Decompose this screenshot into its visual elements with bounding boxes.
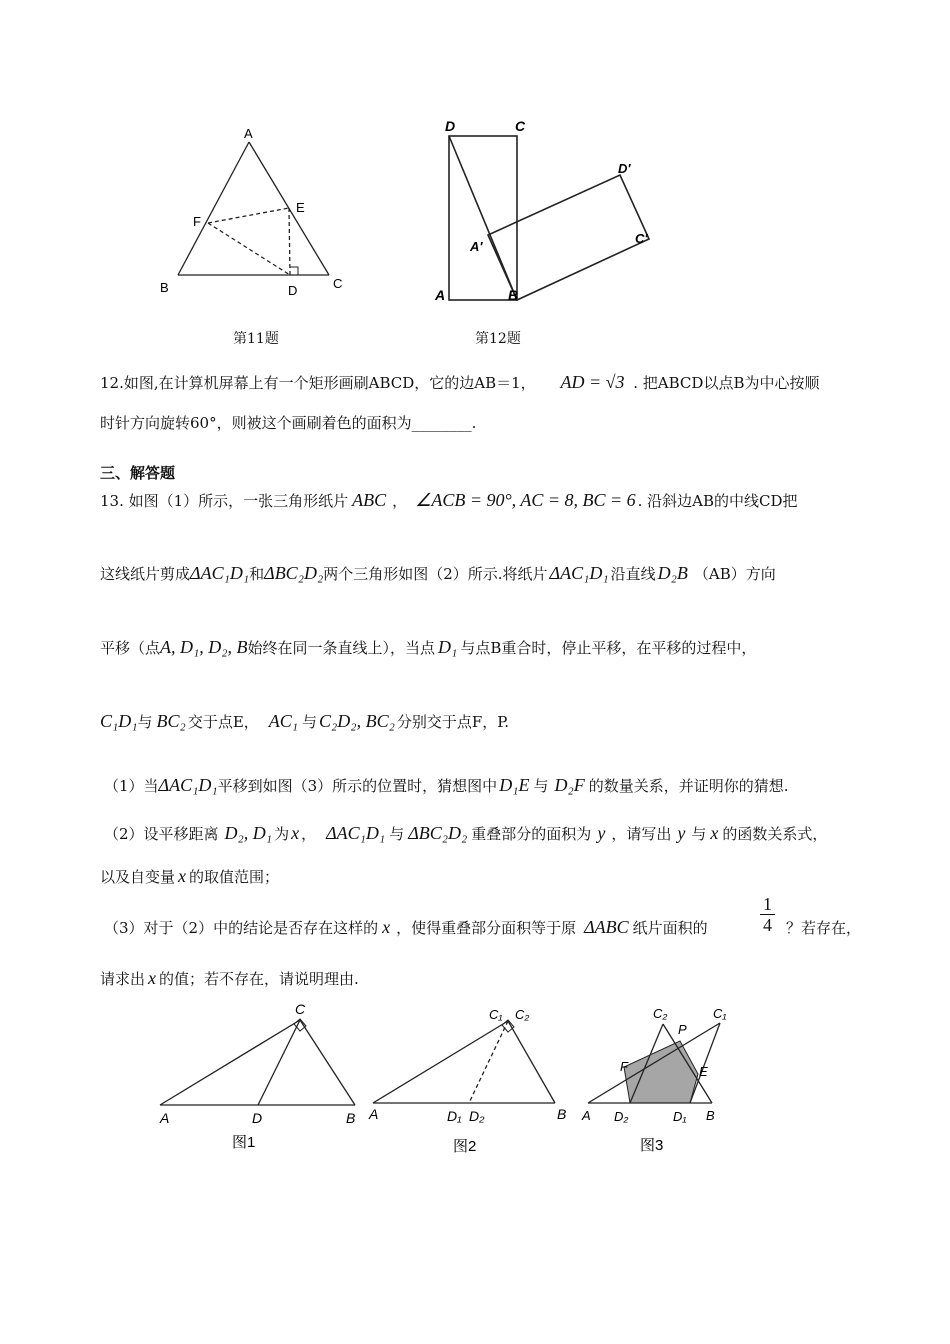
fig11-label-B: B [160, 280, 169, 295]
q13-part3-line2: 请求出 x 的值；若不存在，请说明理由. [100, 968, 359, 988]
q12-line2: 时针方向旋转60°，则被这个画刷着色的面积为________. [100, 414, 477, 432]
fig13-3-label-D2: D₂ [614, 1109, 629, 1124]
fig11-label-D: D [288, 283, 298, 298]
q13-line2: 这线纸片剪成ΔAC₁D₁和ΔBC₂D₂两个三角形如图（2）所示.将纸片 ΔAC₁D₁ 沿直线 D₂B （AB）方向 [100, 563, 776, 583]
fig13-3-label-A: A [582, 1108, 591, 1123]
fig11-label-F: F [193, 214, 201, 229]
fig13-2-label-D2: D₂ [469, 1108, 485, 1124]
fig12-label-Dprime: D′ [618, 161, 631, 176]
q12-formula: AD = √3 [560, 372, 625, 392]
q13-part3-end: ？若存在， [786, 919, 862, 937]
fig11-label-C: C [333, 276, 343, 291]
section-title: 三、解答题 [100, 464, 176, 482]
fig13-3-label-B: B [706, 1108, 715, 1123]
fig13-2-caption: 图2 [453, 1138, 477, 1155]
q13-part3-fraction: $\frac{1}{4}$ [760, 894, 775, 935]
fig13-3-label-P: P [678, 1022, 687, 1037]
fig13-1-label-A: A [160, 1110, 170, 1126]
q13-part1: （1）当ΔAC₁D₁平移到如图（3）所示的位置时，猜想图中 D₁E 与 D₂F 的数量关系，并证明你的猜想. [104, 775, 789, 795]
fig12-label-Aprime: A′ [470, 239, 483, 254]
fig13-3-label-E: E [699, 1064, 708, 1079]
figure-13-2 [365, 1007, 575, 1160]
fig13-3-caption: 图3 [640, 1137, 664, 1154]
fig12-label-C: C [515, 118, 526, 134]
q13-line4: C₁D₁与 BC₂ 交于点E， AC₁ 与 C₂D₂, BC₂ 分别交于点F，P. [100, 711, 510, 731]
fig12-label-A: A [435, 287, 446, 303]
fig12-label-Cprime: C′ [635, 231, 648, 246]
figure-13-1 [150, 1000, 365, 1160]
fig13-3-label-C1: C₁ [713, 1006, 727, 1021]
figure-13-3 [580, 1006, 740, 1158]
fig13-2-label-C2: C₂ [515, 1007, 530, 1022]
fig11-label-E: E [296, 200, 305, 215]
fig13-2-label-B: B [557, 1106, 567, 1122]
fig12-label-D: D [445, 118, 456, 134]
fig13-1-caption: 图1 [232, 1134, 256, 1151]
fig13-3-label-F: F [620, 1059, 628, 1074]
fig11-caption: 第11题 [233, 331, 279, 347]
fig11-label-A: A [244, 126, 253, 141]
fig13-2-label-D1: D₁ [447, 1108, 462, 1124]
fig13-3-label-C2: C₂ [653, 1006, 668, 1021]
q13-line3: 平移（点A, D₁, D₂, B始终在同一条直线上），当点 D₁ 与点B重合时，停止平移，在平移的过程中， [100, 637, 757, 657]
fig12-caption: 第12题 [475, 331, 521, 347]
fig13-1-label-C: C [295, 1001, 306, 1017]
fig12-label-B: B [508, 287, 519, 303]
fig13-2-label-C1: C₁ [489, 1007, 503, 1022]
q12-line1: 12.如图,在计算机屏幕上有一个矩形画刷ABCD，它的边AB＝1， AD = √3 . 把ABCD以点B为中心按顺 [100, 372, 820, 392]
figure-11 [150, 120, 360, 305]
figure-12 [430, 115, 660, 310]
q13-part3: （3）对于（2）中的结论是否存在这样的 x ，使得重叠部分面积等于原 ΔABC 纸片面积的 [104, 917, 708, 937]
fig13-2-label-A: A [369, 1106, 379, 1122]
fig13-1-label-D: D [252, 1110, 263, 1126]
q13-line1: 13. 如图（1）所示，一张三角形纸片 ABC ， ∠ACB = 90°, AC = 8, BC = 6 . 沿斜边AB的中线CD把 [100, 490, 798, 510]
fig13-3-overlap-region [624, 1041, 698, 1103]
fig13-1-label-B: B [346, 1110, 356, 1126]
q13-part2: （2）设平移距离 D₂, D₁ 为 x ， ΔAC₁D₁ 与 ΔBC₂D₂ 重叠部分的面积为 y ，请写出 y 与 x 的函数关系式， [104, 823, 828, 843]
q13-part2-line2: 以及自变量 x 的取值范围； [100, 866, 280, 886]
fig13-3-label-D1: D₁ [673, 1109, 687, 1124]
